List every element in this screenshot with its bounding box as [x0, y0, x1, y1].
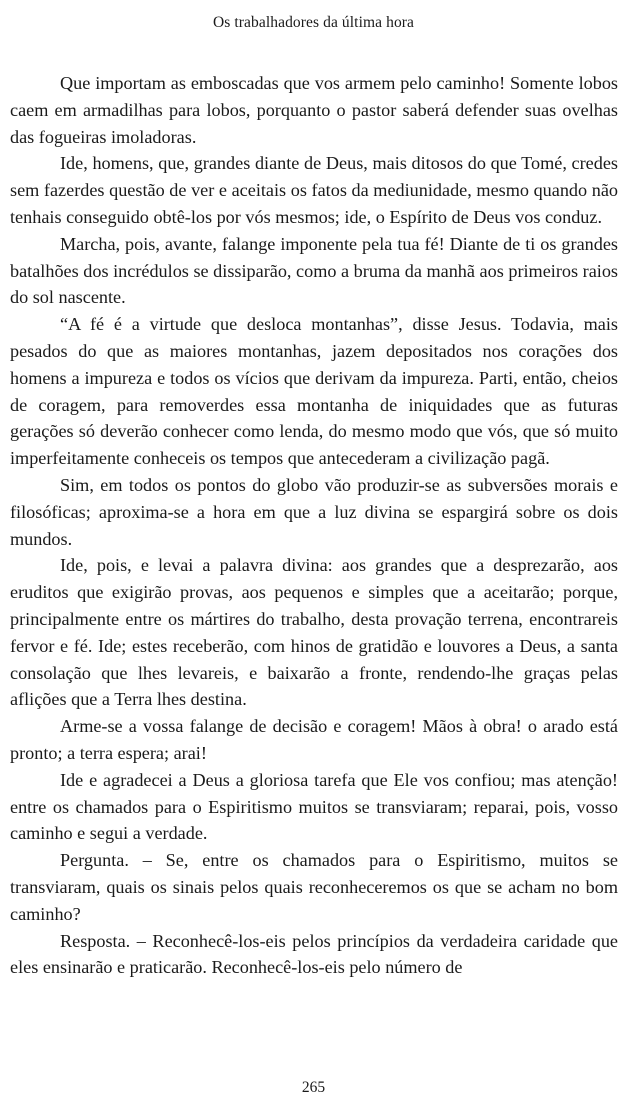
paragraph: Ide, pois, e levai a palavra divina: aos grandes que a desprezarão, aos eruditos que exigirão provas, aos pequenos e simples que a aceitarão; porque, principalmente entre os mártires do trabalho, desta provação terrena, encontrareis fervor e fé. Ide; estes receberão, com hinos de gratidão e louvores a Deus, a santa consolação que lhes levareis, e baixarão a fronte, rendendo-lhe graças pelas aflições que a Terra lhes destina.	[10, 555, 618, 710]
paragraph: Resposta. – Reconhecê-los-eis pelos princípios da verdadeira caridade que eles ensinarão e praticarão. Reconhecê-los-eis pelo número de	[10, 930, 618, 978]
paragraph: Ide, homens, que, grandes diante de Deus, mais ditosos do que Tomé, credes sem fazerdes questão de ver e aceitais os fatos da mediunidade, mesmo quando não tenhais conseguido obtê-los por vós mesmos; ide, o Espírito de Deus vos conduz.	[10, 153, 618, 227]
paragraph: Que importam as emboscadas que vos armem pelo caminho! Somente lobos caem em armadilhas para lobos, porquanto o pastor saberá defender suas ovelhas das fogueiras imoladoras.	[10, 73, 618, 147]
page-number: 265	[301, 1079, 326, 1096]
paragraph: “A fé é a virtude que desloca montanhas”, disse Jesus. Todavia, mais pesados do que as maiores montanhas, jazem depositados nos corações dos homens a impureza e todos os vícios que derivam da impureza. Parti, então, cheios de coragem, para removerdes essa montanha de iniquidades que as futuras gerações só deverão conhecer como lenda, do mesmo modo que vós, que só muito imperfeitamente conheceis os tempos que antecederam a civilização pagã.	[10, 314, 618, 469]
paragraph: Arme-se a vossa falange de decisão e coragem! Mãos à obra! o arado está pronto; a terra espera; arai!	[10, 716, 618, 763]
paragraph: Ide e agradecei a Deus a gloriosa tarefa que Ele vos confiou; mas atenção! entre os chamados para o Espiritismo muitos se transviaram; reparai, pois, vosso caminho e segui a verdade.	[10, 769, 618, 844]
paragraph: Sim, em todos os pontos do globo vão produzir-se as subversões morais e filosóficas; aproxima-se a hora em que a luz divina se espargirá sobre os dois mundos.	[10, 474, 618, 549]
running-header: Os trabalhadores da última hora	[212, 14, 415, 31]
paragraph: Pergunta. – Se, entre os chamados para o Espiritismo, muitos se transviaram, quais os sinais pelos quais reconheceremos os que se acham no bom caminho?	[10, 850, 618, 924]
body-text	[10, 70, 618, 981]
paragraph: Marcha, pois, avante, falange imponente pela tua fé! Diante de ti os grandes batalhões dos incrédulos se dissiparão, como a bruma da manhã aos primeiros raios do sol nascente.	[10, 233, 618, 308]
